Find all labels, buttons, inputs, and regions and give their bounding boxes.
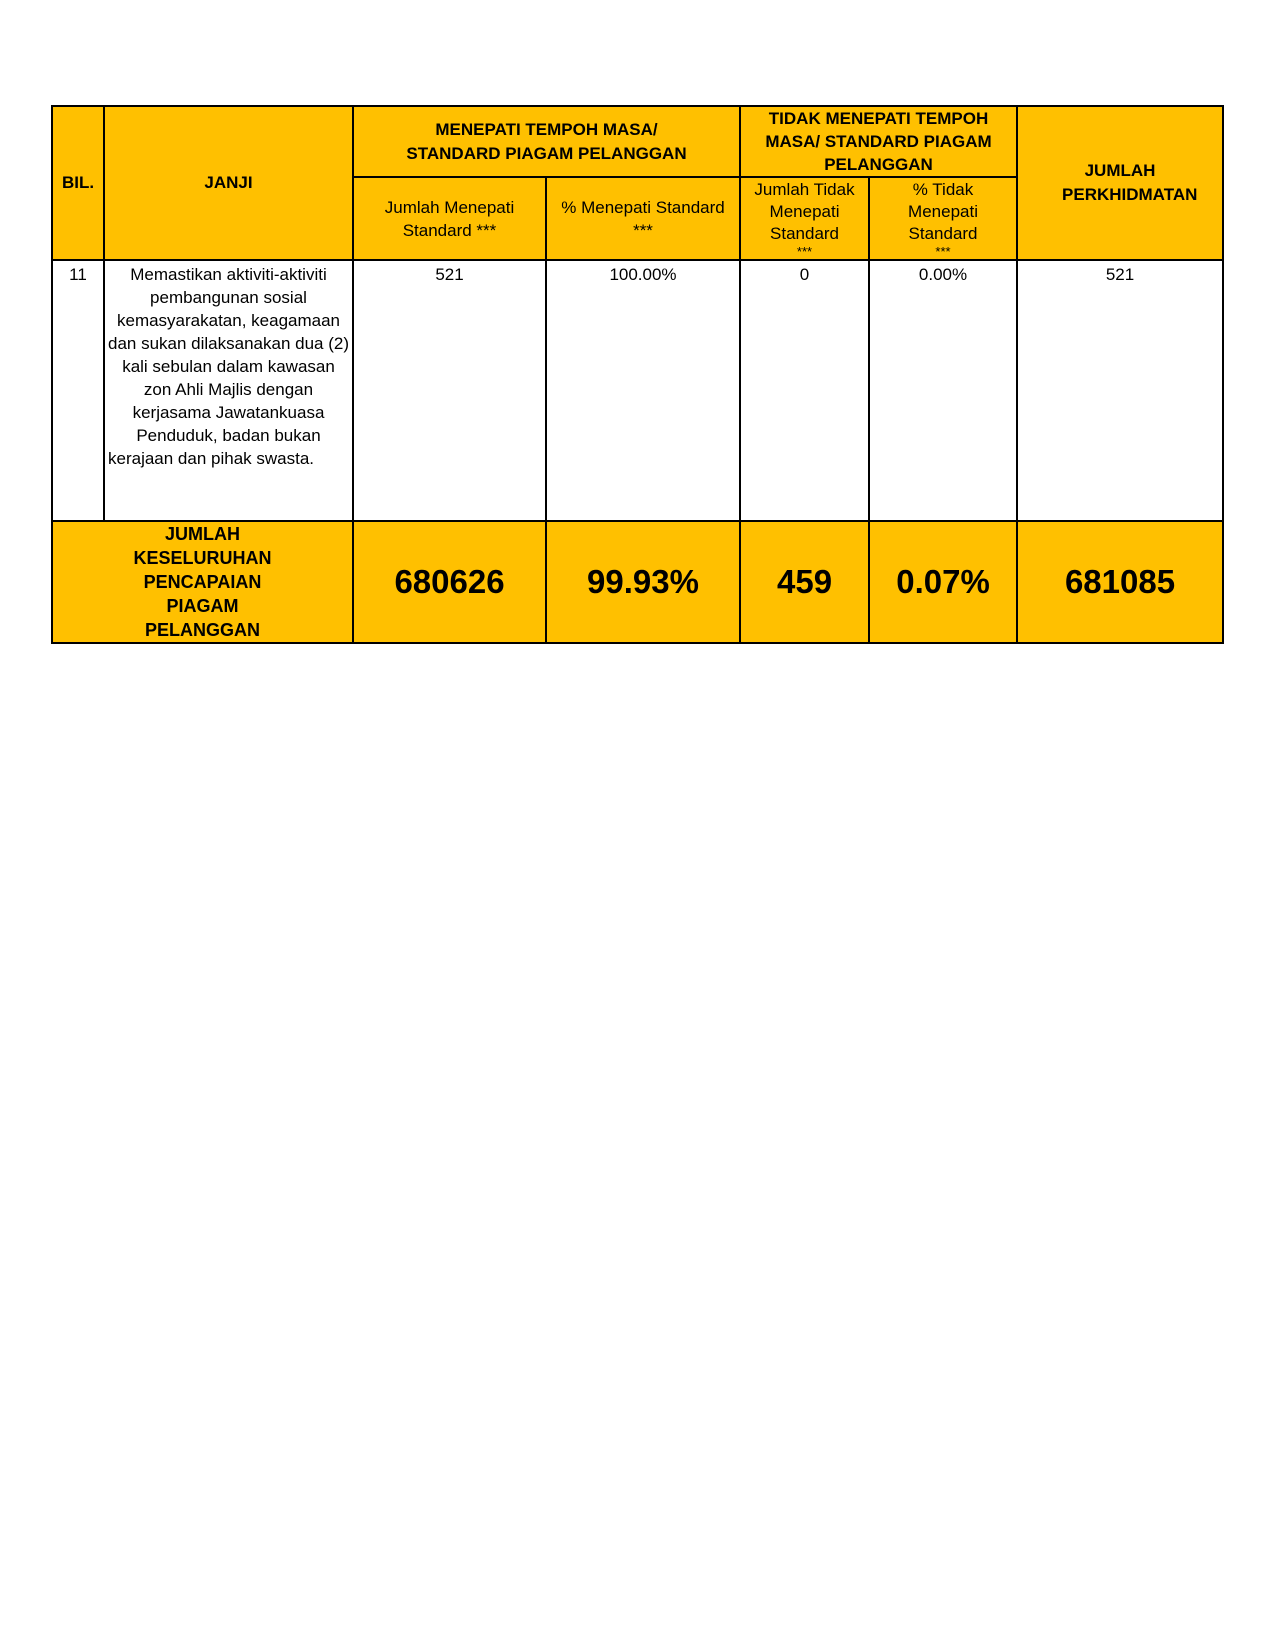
totals-not-meet-pct: 0.07% — [869, 521, 1017, 643]
header-janji: JANJI — [104, 106, 353, 260]
header-not-meet-count-stars: *** — [796, 243, 813, 259]
header-meet-count-label: Jumlah Menepati Standard *** — [384, 197, 515, 240]
header-total-services-label: JUMLAH PERKHIDMATAN — [1062, 161, 1198, 204]
header-not-meet-count — [740, 177, 869, 260]
header-meet-pct-label: % Menepati Standard *** — [561, 197, 725, 240]
customer-charter-table — [51, 105, 1224, 644]
totals-label: JUMLAH KESELURUHAN PENCAPAIAN PIAGAM PELANGGAN — [133, 524, 272, 640]
totals-label-cell — [52, 521, 353, 643]
header-group-not-meet-label: TIDAK MENEPATI TEMPOH MASA/ STANDARD PIAGAM PELANGGAN — [765, 109, 992, 174]
row-not-meet-count: 0 — [740, 260, 869, 521]
totals-meet-pct: 99.93% — [546, 521, 740, 643]
header-group-meet-standard — [353, 106, 740, 177]
totals-row — [52, 521, 1223, 643]
row-janji: Memastikan aktiviti-aktiviti pembangunan sosial kemasyarakatan, keagamaan dan sukan dilaksanakan dua (2) kali sebulan dalam kawasan zon Ahli Majlis dengan kerjasama Jawatankuasa Penduduk, badan bukan kerajaan dan pihak swasta. — [104, 260, 353, 521]
row-meet-count: 521 — [353, 260, 546, 521]
header-meet-count — [353, 177, 546, 260]
header-not-meet-pct-stars: *** — [935, 243, 951, 259]
totals-total: 681085 — [1017, 521, 1223, 643]
header-not-meet-pct-label: % Tidak Menepati Standard — [908, 179, 978, 243]
header-meet-pct — [546, 177, 740, 260]
table-row — [52, 260, 1223, 521]
row-not-meet-pct: 0.00% — [869, 260, 1017, 521]
totals-not-meet-count: 459 — [740, 521, 869, 643]
totals-meet-count: 680626 — [353, 521, 546, 643]
row-meet-pct: 100.00% — [546, 260, 740, 521]
header-total-services — [1017, 106, 1223, 260]
row-total: 521 — [1017, 260, 1223, 521]
header-bil: BIL. — [52, 106, 104, 260]
header-not-meet-count-label: Jumlah Tidak Menepati Standard — [754, 179, 855, 243]
header-group-meet-label: MENEPATI TEMPOH MASA/ STANDARD PIAGAM PELANGGAN — [406, 119, 687, 163]
header-not-meet-pct — [869, 177, 1017, 260]
row-bil: 11 — [52, 260, 104, 521]
header-group-not-meet-standard — [740, 106, 1017, 177]
